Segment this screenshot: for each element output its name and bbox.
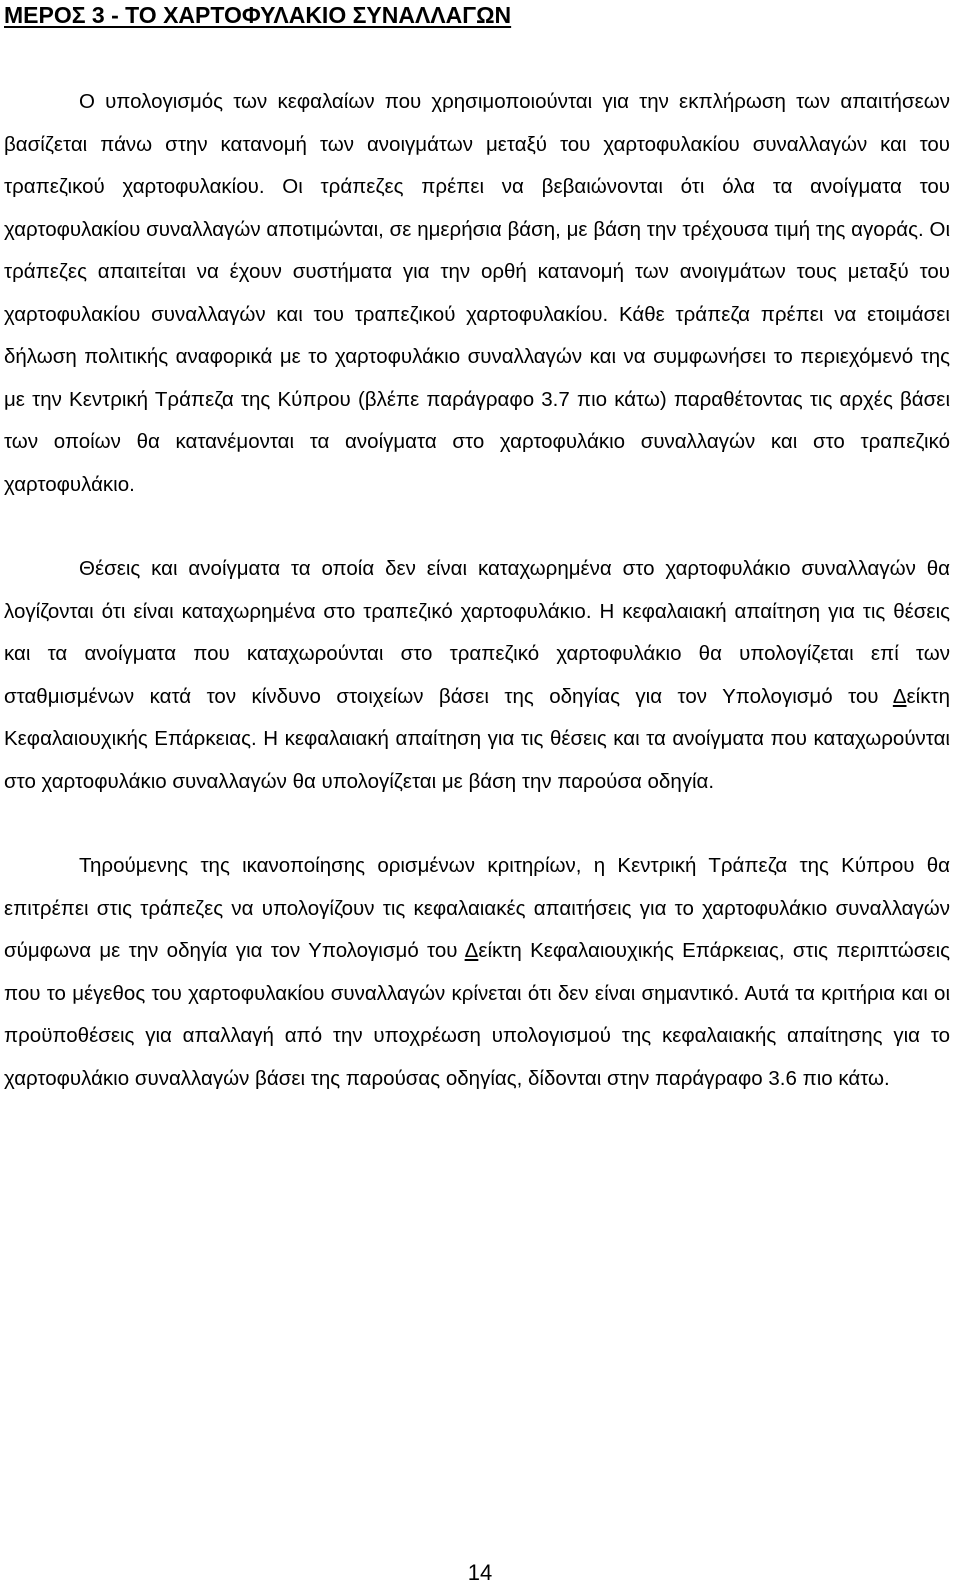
section-heading: ΜΕΡΟΣ 3 - ΤΟ ΧΑΡΤΟΦΥΛΑΚΙΟ ΣΥΝΑΛΛΑΓΩΝ bbox=[4, 2, 512, 28]
paragraph-3 bbox=[4, 845, 950, 1100]
document-page bbox=[4, 0, 950, 1100]
paragraph-2-underlined-letter: Δ bbox=[892, 684, 907, 708]
paragraph-2-text-end: είκτη Κεφαλαιουχικής Επάρκειας. Η κεφαλαιακή απαίτηση για τις θέσεις και τα ανοίγματα που καταχωρούνται στο χαρτοφυλάκιο συναλλαγών θα υπολογίζεται με βάση την παρούσα οδηγία. bbox=[4, 684, 950, 793]
paragraph-2 bbox=[4, 548, 950, 803]
paragraph-3-text-start: Τηρούμενης της ικανοποίησης ορισμένων κριτηρίων, η Κεντρική Τράπεζα της Κύπρου θα επιτρέπει στις τράπεζες να υπολογίζουν τις κεφαλαιακές απαιτήσεις για το χαρτοφυλάκιο συναλλαγών σύμφωνα με την οδηγία για τον Υπολογισμό του bbox=[4, 854, 950, 962]
paragraph-1: Ο υπολογισμός των κεφαλαίων που χρησιμοποιούνται για την εκπλήρωση των απαιτήσεων βασίζεται πάνω στην κατανομή των ανοιγμάτων μεταξύ του χαρτοφυλακίου συναλλαγών και του τραπεζικού χαρτοφυλακίου. Οι τράπεζες πρέπει να βεβαιώνονται ότι όλα τα ανοίγματα του χαρτοφυλακίου συναλλαγών αποτιμώνται, σε ημερήσια βάση, με βάση την τρέχουσα τιμή της αγοράς. Οι τράπεζες απαιτείται να έχουν συστήματα για την ορθή κατανομή των ανοιγμάτων τους μεταξύ του χαρτοφυλακίου συναλλαγών και του τραπεζικού χαρτοφυλακίου. Κάθε τράπεζα πρέπει να ετοιμάσει δήλωση πολιτικής αναφορικά με το χαρτοφυλάκιο συναλλαγών και να συμφωνήσει το περιεχόμενό της με την Κεντρική Τράπεζα της Κύπρου (βλέπε παράγραφο 3.7 πιο κάτω) παραθέτοντας τις αρχές βάσει των οποίων θα κατανέμονται τα ανοίγματα στο χαρτοφυλάκιο συναλλαγών και στο τραπεζικό χαρτοφυλάκιο. bbox=[4, 90, 950, 496]
page-number: 14 bbox=[467, 1560, 493, 1585]
paragraph-2-text-start: Θέσεις και ανοίγματα τα οποία δεν είναι καταχωρημένα στο χαρτοφυλάκιο συναλλαγών θα λογίζονται ότι είναι καταχωρημένα στο τραπεζικό χαρτοφυλάκιο. Η κεφαλαιακή απαίτηση για τις θέσεις και τα ανοίγματα που καταχωρούνται στο τραπεζικό χαρτοφυλάκιο θα υπολογίζεται επί των σταθμισμένων κατά τον κίνδυνο στοιχείων βάσει της οδηγίας για τον Υπολογισμό του bbox=[4, 557, 950, 708]
paragraph-3-text-end: είκτη Κεφαλαιουχικής Επάρκειας, στις περιπτώσεις που το μέγεθος του χαρτοφυλακίου συναλλαγών κρίνεται ότι δεν είναι σημαντικό. Αυτά τα κριτήρια και οι προϋποθέσεις για απαλλαγή από την υποχρέωση υπολογισμού της κεφαλαιακής απαίτησης για το χαρτοφυλάκιο συναλλαγών βάσει της παρούσας οδηγίας, δίδονται στην παράγραφο 3.6 πιο κάτω. bbox=[4, 939, 950, 1090]
paragraph-3-underlined-letter: Δ bbox=[464, 939, 479, 962]
